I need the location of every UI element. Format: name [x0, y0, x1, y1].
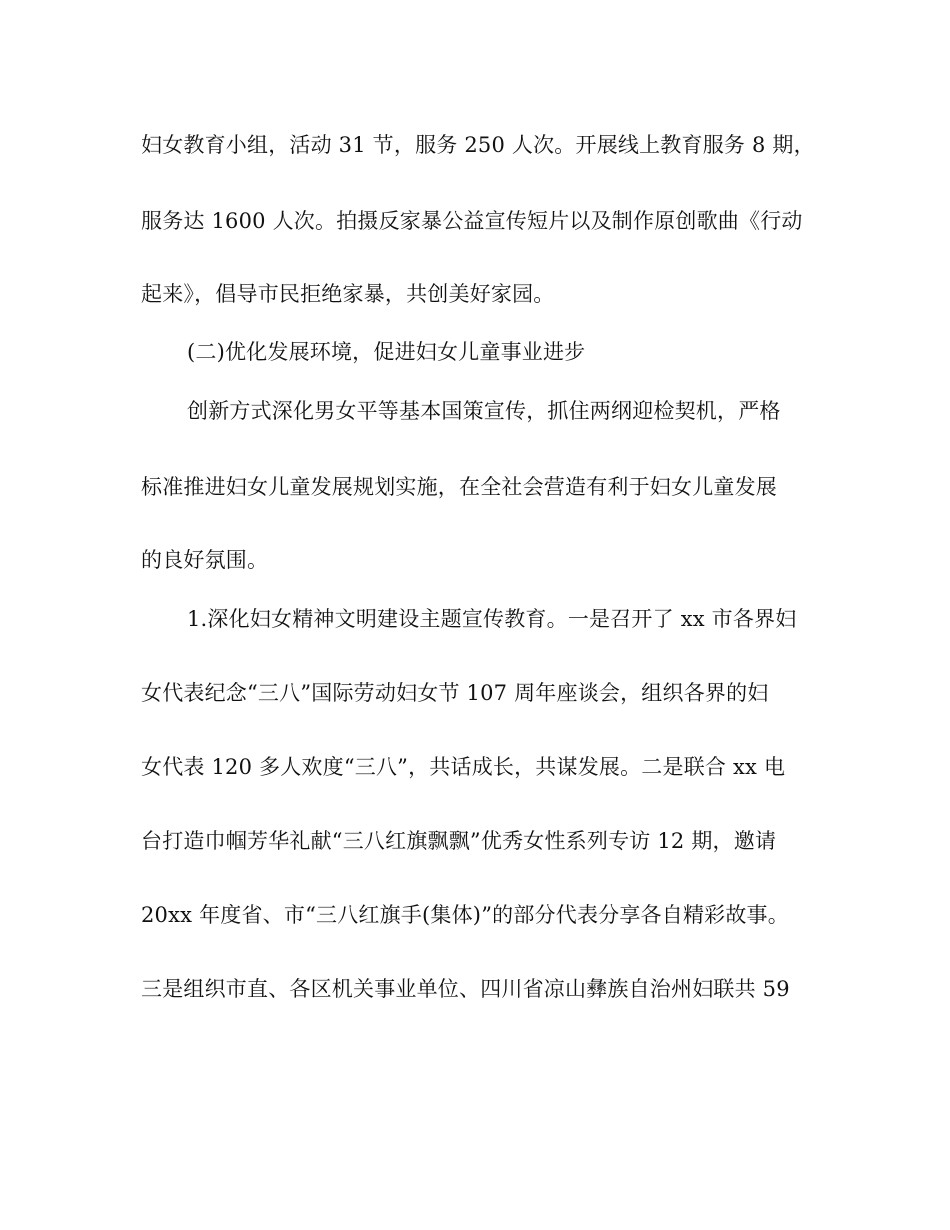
- body-text-line: 20xx 年度省、市“三八红旗手(集体)”的部分代表分享各自精彩故事。: [141, 903, 789, 927]
- body-text-line: 妇女教育小组，活动 31 节，服务 250 人次。开展线上教育服务 8 期，: [141, 133, 815, 157]
- body-text-line: 女代表 120 多人欢度“三八”，共话成长，共谋发展。二是联合 xx 电: [141, 755, 786, 779]
- body-text-line: 台打造巾帼芳华礼献“三八红旗飘飘”优秀女性系列专访 12 期，邀请: [141, 829, 777, 853]
- paragraph-first-line: 创新方式深化男女平等基本国策宣传，抓住两纲迎检契机，严格: [187, 399, 781, 423]
- body-text-line: 服务达 1600 人次。拍摄反家暴公益宣传短片以及制作原创歌曲《行动: [141, 209, 803, 233]
- body-text-line: 起来》，倡导市民拒绝家暴，共创美好家园。: [141, 282, 555, 306]
- paragraph-first-line: 1.深化妇女精神文明建设主题宣传教育。一是召开了 xx 市各界妇: [187, 607, 797, 631]
- body-text-line: 女代表纪念“三八”国际劳动妇女节 107 周年座谈会，组织各界的妇: [141, 681, 769, 705]
- body-text-line: 的良好氛围。: [141, 548, 269, 572]
- body-text-line: 三是组织市直、各区机关事业单位、四川省凉山彝族自治州妇联共 59: [141, 977, 790, 1001]
- section-heading: (二)优化发展环境，促进妇女儿童事业进步: [187, 340, 586, 364]
- body-text-line: 标准推进妇女儿童发展规划实施，在全社会营造有利于妇女儿童发展: [141, 475, 777, 499]
